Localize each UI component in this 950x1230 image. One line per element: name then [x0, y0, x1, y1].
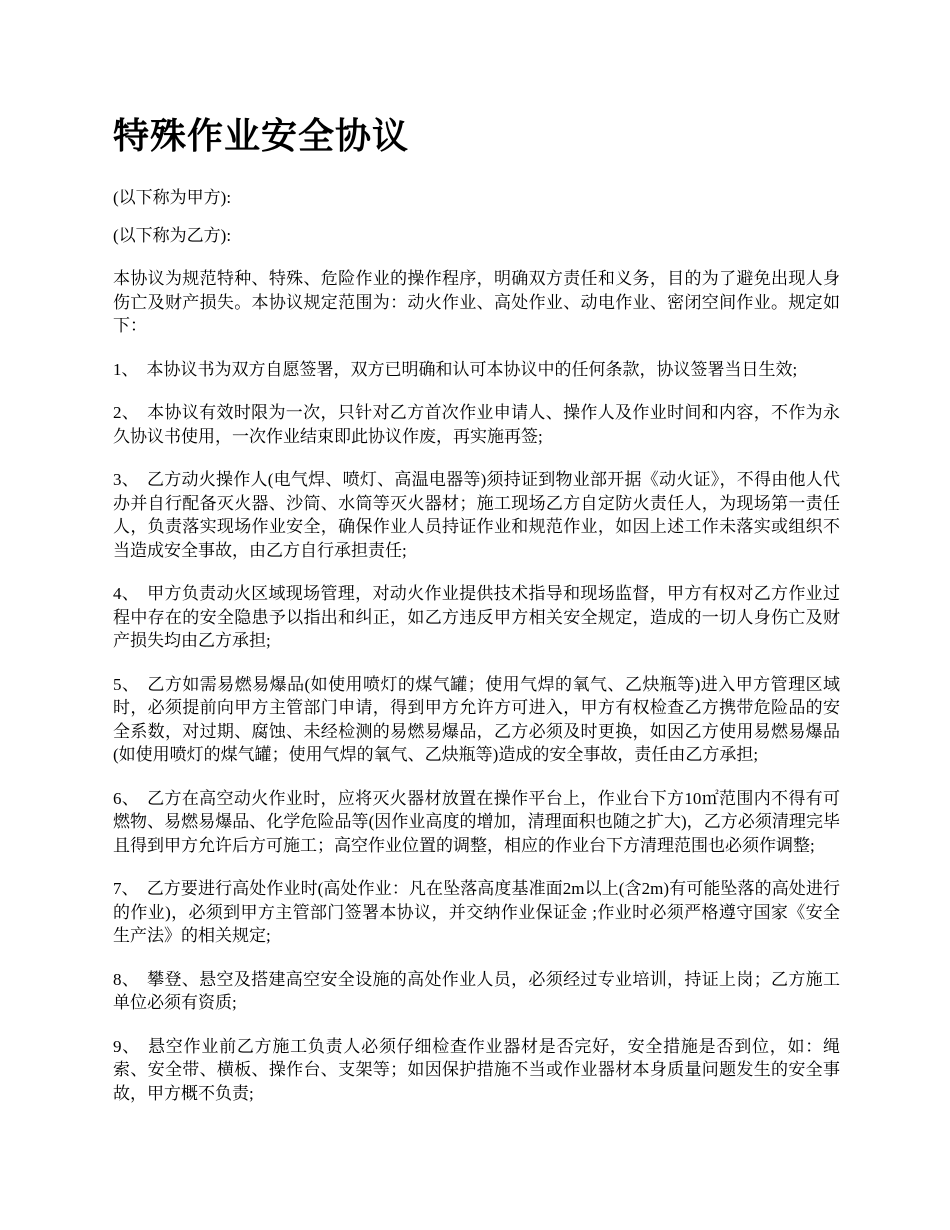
party-a-line: (以下称为甲方):: [113, 188, 232, 207]
clause-text: 悬空作业前乙方施工负责人必须仔细检查作业器材是否完好，安全措施是否到位，如：绳索、安全带、横板、操作台、支架等；如因保护措施不当或作业器材本身质量问题发生的安全事故，甲方概不负责;: [113, 1036, 841, 1103]
clause-4: [113, 582, 840, 653]
clause-text: 乙方在高空动火作业时，应将灭火器材放置在操作平台上，作业台下方10㎡范围内不得有可燃物、易燃易爆品、化学危险品等(因作业高度的增加，清理面积也随之扩大)，乙方必须清理完毕且得到甲方允许后方可施工；高空作业位置的调整，相应的作业台下方清理范围也必须作调整;: [113, 788, 841, 855]
clause-text: 攀登、悬空及搭建高空安全设施的高处作业人员，必须经过专业培训，持证上岗；乙方施工单位必须有资质;: [113, 969, 841, 1012]
clause-text: 甲方负责动火区域现场管理，对动火作业提供技术指导和现场监督，甲方有权对乙方作业过程中存在的安全隐患予以指出和纠正，如乙方违反甲方相关安全规定，造成的一切人身伤亡及财产损失均由乙方承担;: [113, 584, 841, 650]
clause-number: 8、: [113, 969, 140, 989]
clause-text: 本协议书为双方自愿签署，双方已明确和认可本协议中的任何条款，协议签署当日生效;: [146, 359, 798, 379]
clause-6: [113, 787, 840, 858]
clause-8: [113, 968, 840, 1015]
document-title: 特殊作业安全协议: [113, 116, 410, 157]
clause-number: 6、: [113, 788, 140, 808]
clause-2: [113, 401, 840, 448]
clause-number: 7、: [113, 879, 139, 898]
clause-number: 3、: [113, 470, 139, 489]
clause-number: 5、: [113, 674, 140, 694]
clause-text: 乙方动火操作人(电气焊、喷灯、高温电器等)须持证到物业部开据《动火证》，不得由他人代办并自行配备灭火器、沙筒、水筒等灭火器材；施工现场乙方自定防火责任人，为现场第一责任人，负责落实现场作业安全，确保作业人员持证作业和规范作业，如因上述工作未落实或组织不当造成安全事故，由乙方自行承担责任;: [113, 470, 840, 560]
clause-text: 乙方要进行高处作业时(高处作业：凡在坠落高度基准面2m以上(含2m)有可能坠落的高处进行的作业)，必须到甲方主管部门签署本协议，并交纳作业保证金 ;作业时必须严格遵守国家《安全生产法》的相关规定;: [113, 879, 841, 945]
clause-number: 1、: [113, 359, 139, 379]
clause-number: 4、: [113, 584, 140, 603]
clause-3: [113, 468, 840, 562]
clause-text: 本协议有效时限为一次，只针对乙方首次作业申请人、操作人及作业时间和内容，不作为永久协议书使用，一次作业结束即此协议作废，再实施再签;: [113, 403, 841, 446]
clause-number: 2、: [113, 403, 140, 422]
clause-text: 乙方如需易燃易爆品(如使用喷灯的煤气罐；使用气焊的氧气、乙炔瓶等)进入甲方管理区域时，必须提前向甲方主管部门申请，得到甲方允许方可进入，甲方有权检查乙方携带危险品的安全系数，对过期、腐蚀、未经检测的易燃易爆品，乙方必须及时更换，如因乙方使用易燃易爆品(如使用喷灯的煤气罐；使用气焊的氧气、乙炔瓶等)造成的安全事故，责任由乙方承担;: [113, 674, 841, 764]
intro-paragraph: 本协议为规范特种、特殊、危险作业的操作程序，明确双方责任和义务，目的为了避免出现人身伤亡及财产损失。本协议规定范围为：动火作业、高处作业、动电作业、密闭空间作业。规定如下：: [113, 269, 840, 335]
clause-1: [113, 358, 840, 382]
clause-9: [113, 1035, 840, 1106]
clause-5: [113, 673, 840, 767]
party-b-line: (以下称为乙方):: [113, 226, 232, 245]
clause-number: 9、: [113, 1036, 141, 1056]
clause-7: [113, 877, 840, 948]
document-body: [113, 108, 840, 1105]
